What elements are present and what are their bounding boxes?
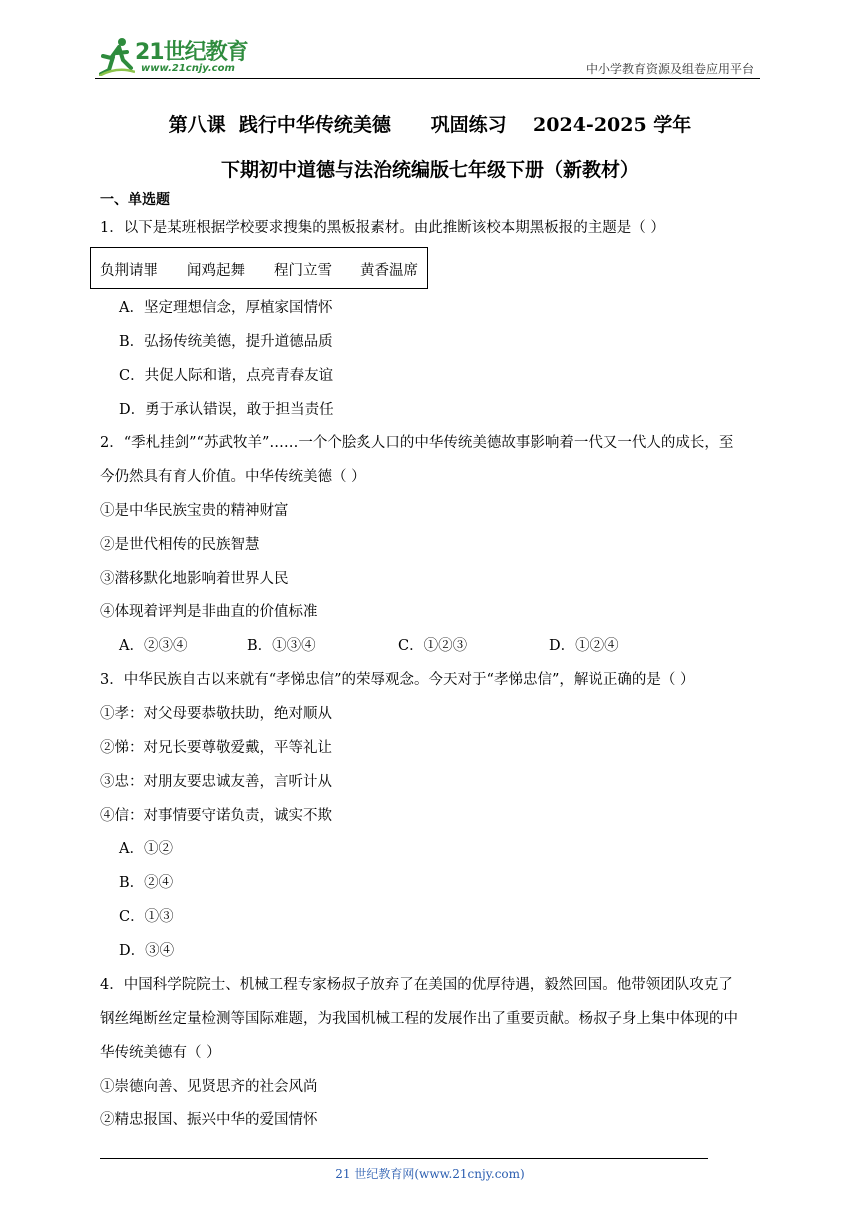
- header-slogan: 中小学教育资源及组卷应用平台: [585, 62, 754, 76]
- question-2-stem-line-1: 2．“季札挂剑”“苏武牧羊”……一个个脍炙人口的中华传统美德故事影响着一代又一代人的成长，至: [100, 435, 734, 451]
- question-4-statement: ②精忠报国、振兴中华的爱国情怀: [100, 1112, 318, 1128]
- question-3-statement: ③忠：对朋友要忠诚友善，言听计从: [100, 774, 332, 790]
- question-2-option-c: C．①②③: [398, 638, 468, 654]
- question-1-option-a: A．坚定理想信念，厚植家国情怀: [119, 300, 333, 316]
- question-2-statement: ④体现着评判是非曲直的价值标准: [100, 604, 318, 620]
- question-1-option-c: C．共促人际和谐，点亮青春友谊: [119, 368, 334, 384]
- section-heading: 一、单选题: [100, 192, 170, 208]
- question-2-option-a: A．②③④: [119, 638, 188, 654]
- runner-logo-icon: [99, 36, 135, 76]
- site-logo: [95, 32, 265, 78]
- question-3-statement: ②悌：对兄长要尊敬爱戴，平等礼让: [100, 740, 332, 756]
- question-2-stem-line-2: 今仍然具有育人价值。中华传统美德（ ）: [100, 469, 366, 485]
- footer-link[interactable]: 21 世纪教育网(www.21cnjy.com): [335, 1167, 525, 1181]
- material-item: 负荆请罪: [100, 263, 158, 279]
- question-3-option-c: C．①③: [119, 909, 174, 925]
- footer-divider: [100, 1158, 708, 1159]
- document-title-line-1: 第八课 践行中华传统美德 巩固练习 2024-2025 学年: [168, 114, 692, 136]
- question-3-statement: ①孝：对父母要恭敬扶助，绝对顺从: [100, 706, 332, 722]
- logo-text: 21世纪教育: [135, 40, 248, 65]
- question-1-option-d: D．勇于承认错误，敢于担当责任: [119, 402, 334, 418]
- question-2-statement: ②是世代相传的民族智慧: [100, 537, 260, 553]
- question-2-statement: ③潜移默化地影响着世界人民: [100, 571, 289, 587]
- question-4-stem-line-1: 4．中国科学院院士、机械工程专家杨叔子放弃了在美国的优厚待遇，毅然回国。他带领团队攻克了: [100, 977, 733, 993]
- header-divider: [95, 78, 760, 79]
- question-2-option-d: D．①②④: [549, 638, 619, 654]
- question-3-option-a: A．①②: [119, 841, 173, 857]
- question-2-statement: ①是中华民族宝贵的精神财富: [100, 503, 289, 519]
- page-header: [95, 32, 760, 80]
- question-4-stem-line-3: 华传统美德有（ ）: [100, 1045, 221, 1061]
- question-1-stem: 1．以下是某班根据学校要求搜集的黑板报素材。由此推断该校本期黑板报的主题是（ ）: [100, 220, 665, 236]
- document-title-line-2: 下期初中道德与法治统编版七年级下册（新教材）: [220, 159, 639, 181]
- logo-url: www.21cnjy.com: [141, 63, 235, 74]
- material-item: 黄香温席: [360, 263, 418, 279]
- question-4-statement: ①崇德向善、见贤思齐的社会风尚: [100, 1079, 318, 1095]
- question-4-stem-line-2: 钢丝绳断丝定量检测等国际难题，为我国机械工程的发展作出了重要贡献。杨叔子身上集中体现的中: [100, 1011, 738, 1027]
- material-item: 闻鸡起舞: [187, 263, 245, 279]
- question-3-stem: 3．中华民族自古以来就有“孝悌忠信”的荣辱观念。今天对于“孝悌忠信”，解说正确的是（ ）: [100, 672, 695, 688]
- question-1-material-box: [90, 247, 428, 289]
- material-item: 程门立雪: [274, 263, 332, 279]
- question-1-option-b: B．弘扬传统美德，提升道德品质: [119, 334, 333, 350]
- question-2-option-b: B．①③④: [247, 638, 316, 654]
- question-3-option-d: D．③④: [119, 943, 175, 959]
- question-3-statement: ④信：对事情要守诺负责，诚实不欺: [100, 808, 332, 824]
- question-3-option-b: B．②④: [119, 875, 174, 891]
